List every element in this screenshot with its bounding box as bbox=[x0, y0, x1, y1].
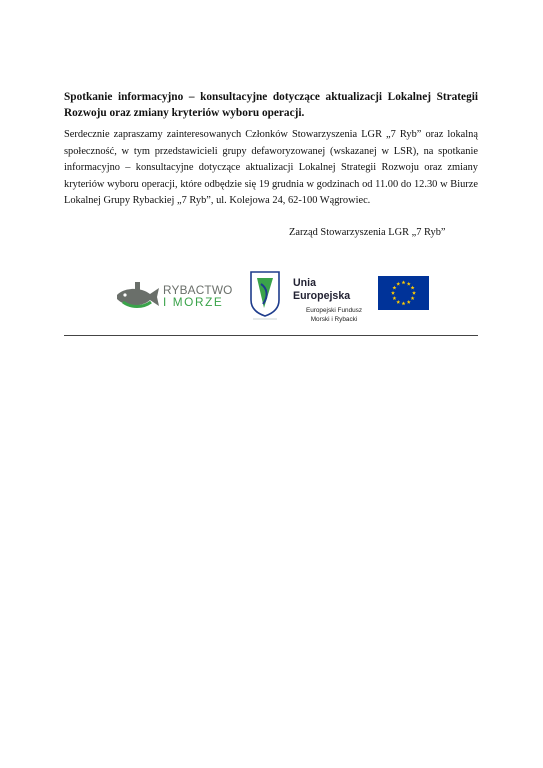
invitation-text: Serdecznie zapraszamy zainteresowanych Członków Stowarzyszenia LGR „7 Ryb” oraz lokalną społeczność, w tym przedstawicieli grupy defaworyzowanej (wskazanej w LSR), na spotkanie informacyjno – konsultacyjne dotyczące aktualizacji Lokalnej Strategii Rozwoju oraz zmiany kryteriów wyboru operacji, które odbędzie się 19 grudnia w godzinach od 11.00 do 12.30 w Biurze Lokalnej Grupy Rybackiej „7 Ryb”, ul. Kolejowa 24, 62-100 Wągrowiec. bbox=[64, 129, 478, 207]
rybactwo-i-morze-logo bbox=[115, 278, 233, 314]
signature: Zarząd Stowarzyszenia LGR „7 Ryb” bbox=[289, 227, 446, 238]
rybactwo-line2: I MORZE bbox=[163, 295, 224, 309]
eu-flag-icon bbox=[378, 276, 429, 310]
eu-subtitle-2: Morski i Rybacki bbox=[310, 316, 358, 323]
eu-subtitle-1: Europejski Fundusz bbox=[305, 307, 363, 314]
fund-logo bbox=[247, 270, 283, 322]
rybactwo-line1: RYBACTWO bbox=[163, 283, 233, 297]
document-heading: Spotkanie informacyjno – konsultacyjne dotyczące aktualizacji Lokalnej Strategii Rozwoju oraz zmiany kryteriów wyboru operacji. bbox=[64, 91, 478, 119]
eu-text-block bbox=[293, 277, 375, 324]
fish-boat-icon bbox=[115, 278, 161, 314]
fund-leaf-icon bbox=[247, 270, 283, 322]
page-divider bbox=[64, 335, 478, 336]
eu-title: Unia Europejska bbox=[293, 277, 351, 302]
logo-strip bbox=[0, 268, 543, 328]
